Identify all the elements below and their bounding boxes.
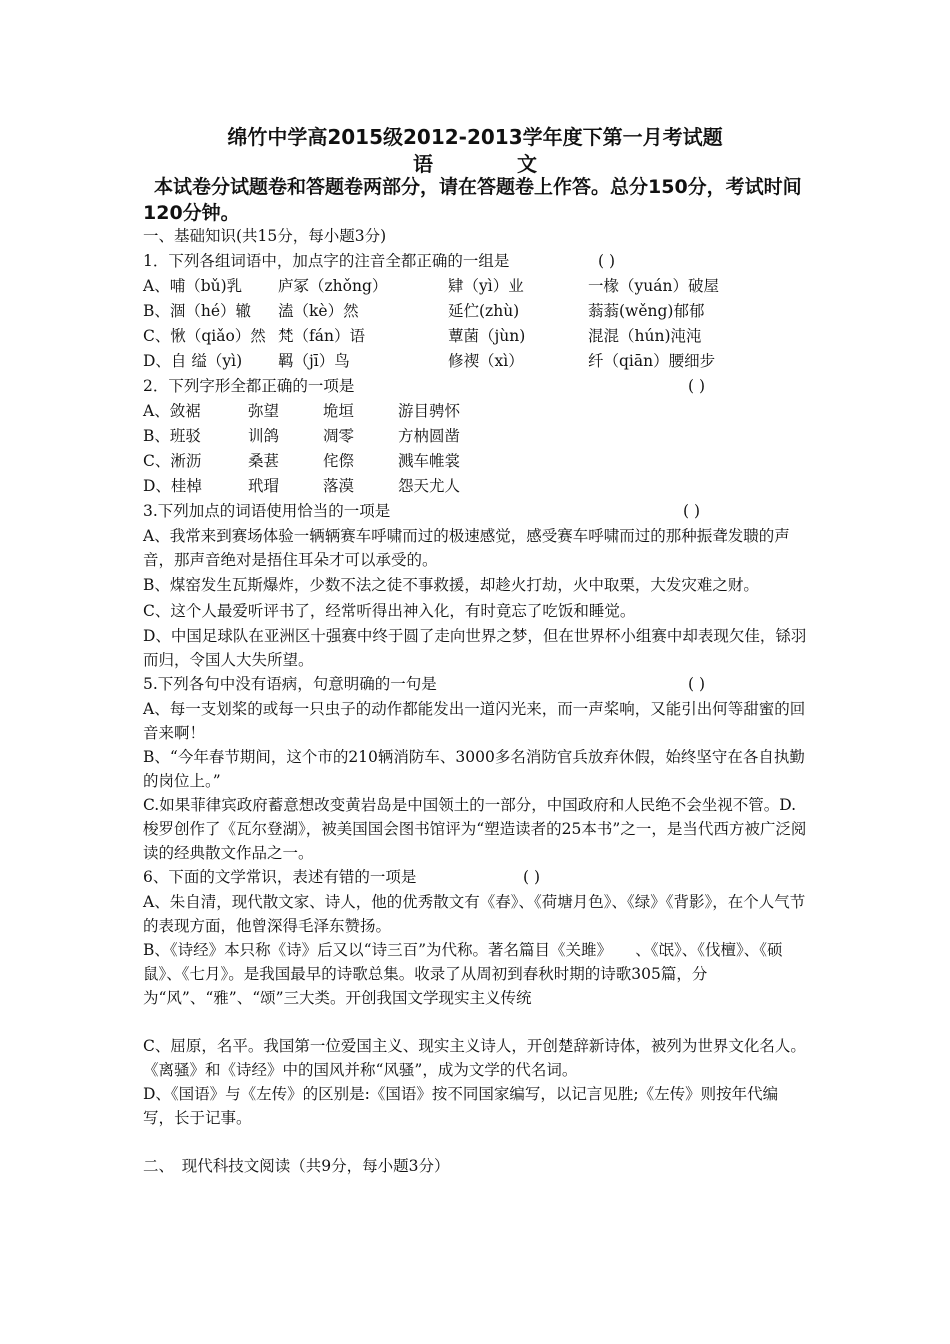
q5-stem [143, 672, 808, 697]
q6-stem [143, 865, 808, 890]
q2-option-cell: C、淅沥 [143, 452, 202, 470]
q1-option-cell: A、哺（bǔ)乳 [143, 277, 243, 295]
subject-char-1: 语 [413, 152, 433, 176]
q2-option-cell: 怨天尤人 [398, 477, 461, 495]
q2-option-cell: 溅车帷裳 [398, 452, 461, 470]
q5-option-c-d: C.如果菲律宾政府蓄意想改变黄岩岛是中国领土的一部分，中国政府和人民绝不会坐视不管。D.梭罗创作了《瓦尔登湖》，被美国国会图书馆评为“塑造读者的25本书”之一，是当代西方被广泛阅读的经典散文作品之一。 [143, 796, 807, 862]
q1-option-cell: 修禊（xì） [448, 352, 524, 370]
q1-stem-text: 1．下列各组词语中，加点字的注音全都正确的一组是 [143, 252, 510, 270]
q3-option-b: B、煤窑发生瓦斯爆炸，少数不法之徒不事救援，却趁火打劫，火中取栗，大发灾难之财。 [143, 576, 759, 594]
exam-title: 绵竹中学高2015级2012-2013学年度下第一月考试题 [227, 125, 723, 149]
q2-option-row [143, 424, 808, 449]
q1-option-cell: 延伫(zhù) [448, 302, 520, 320]
q6-answer-bracket: ( ) [523, 868, 541, 886]
q1-option-row [143, 349, 808, 374]
q3-option-a: A、我常来到赛场体验一辆辆赛车呼啸而过的极速感觉，感受赛车呼啸而过的那种振聋发聩的声音，那声音绝对是捂住耳朵才可以承受的。 [143, 527, 790, 569]
q2-option-cell: B、班驳 [143, 427, 201, 445]
q1-stem [143, 249, 808, 274]
q6-option-b: B、《诗经》本只称《诗》后又以“诗三百”为代称。著名篇目《关雎》 、《氓》、《伐檀》、《硕鼠》、《七月》。是我国最早的诗歌总集。收录了从周初到春秋时期的诗歌305篇，分为“风”、“雅”、“颂”三大类。开创我国文学现实主义传统 [143, 941, 783, 1007]
q1-option-row [143, 324, 808, 349]
q1-answer-bracket: ( ) [598, 252, 616, 270]
q2-option-cell: 游目骋怀 [398, 402, 461, 420]
q6-option-c: C、屈原，名平。我国第一位爱国主义、现实主义诗人，开创楚辞新诗体，被列为世界文化名人。《离骚》和《诗经》中的国风并称“风骚”，成为文学的代名词。 [143, 1037, 806, 1079]
q3-option-c: C、这个人最爱听评书了，经常听得出神入化，有时竟忘了吃饭和睡觉。 [143, 602, 636, 620]
q2-option-row [143, 399, 808, 424]
q2-option-cell: 训鸽 [248, 427, 280, 445]
q5-option-a: A、每一支划桨的或每一只虫子的动作都能发出一道闪光来，而一声桨响，又能引出何等甜蜜的回音来啊！ [143, 700, 806, 742]
q3-stem [143, 499, 808, 524]
section-1-heading: 一、基础知识(共15分，每小题3分) [143, 227, 387, 245]
q1-option-row [143, 274, 808, 299]
exam-content [143, 224, 808, 1179]
q1-option-cell: 一椽（yuán）破屋 [588, 277, 719, 295]
q6-stem-text: 6、下面的文学常识，表述有错的一项是 [143, 868, 417, 886]
subject-char-2: 文 [517, 152, 537, 176]
q2-option-cell: 方枘圆凿 [398, 427, 461, 445]
q1-option-cell: 蕈菌（jùn) [448, 327, 526, 345]
q1-option-cell: 羁（jī）鸟 [278, 352, 350, 370]
q1-option-cell: 梵（fán）语 [278, 327, 365, 345]
q2-option-cell: 桑葚 [248, 452, 280, 470]
q6-option-a: A、朱自清，现代散文家、诗人，他的优秀散文有《春》、《荷塘月色》、《绿》《背影》，在个人气节的表现方面，他曾深得毛泽东赞扬。 [143, 893, 806, 935]
q2-option-cell: 落漠 [323, 477, 355, 495]
q2-option-cell: 玳瑁 [248, 477, 280, 495]
q3-option-d: D、中国足球队在亚洲区十强赛中终于圆了走向世界之梦，但在世界杯小组赛中却表现欠佳，铩羽而归，令国人大失所望。 [143, 627, 807, 669]
q1-option-cell: C、愀（qiǎo）然 [143, 327, 266, 345]
spacer [143, 1010, 808, 1034]
q1-option-cell: 溘（kè）然 [278, 302, 359, 320]
q2-option-cell: 凋零 [323, 427, 355, 445]
q2-stem-text: 2．下列字形全都正确的一项是 [143, 377, 355, 395]
q5-stem-text: 5.下列各句中没有语病，句意明确的一句是 [143, 675, 437, 693]
q1-option-cell: 庐冢（zhǒng） [278, 277, 388, 295]
q2-option-cell: 弥望 [248, 402, 280, 420]
q2-option-row [143, 474, 808, 499]
q2-option-cell: 侘傺 [323, 452, 355, 470]
q1-option-cell: 肄（yì）业 [448, 277, 524, 295]
q5-option-b: B、“今年春节期间，这个市的210辆消防车、3000多名消防官兵放弃休假，始终坚守在各自执勤的岗位上。” [143, 748, 805, 790]
q2-answer-bracket: ( ) [688, 377, 706, 395]
spacer [143, 1130, 808, 1154]
q1-option-cell: 混混（hún)沌沌 [588, 327, 702, 345]
q3-stem-text: 3.下列加点的词语使用恰当的一项是 [143, 502, 391, 520]
exam-intro: 本试卷分试题卷和答题卷两部分，请在答题卷上作答。总分150分，考试时间120分钟。 [143, 176, 802, 224]
q2-option-cell: A、敛裾 [143, 402, 201, 420]
q1-option-cell: B、涸（hé）辙 [143, 302, 252, 320]
section-2-heading: 二、 现代科技文阅读（共9分，每小题3分） [143, 1157, 450, 1175]
q1-option-row [143, 299, 808, 324]
q2-option-cell: D、桂棹 [143, 477, 202, 495]
q2-stem [143, 374, 808, 399]
q6-option-d: D、《国语》与《左传》的区别是:《国语》按不同国家编写，以记言见胜;《左传》则按年代编写，长于记事。 [143, 1085, 779, 1127]
q5-answer-bracket: ( ) [688, 675, 706, 693]
q2-option-cell: 垝垣 [323, 402, 355, 420]
q2-option-row [143, 449, 808, 474]
q1-option-cell: D、自 缢（yì) [143, 352, 243, 370]
q1-option-cell: 纤（qiān）腰细步 [588, 352, 716, 370]
q1-option-cell: 蓊蓊(wěng)郁郁 [588, 302, 705, 320]
q3-answer-bracket: ( ) [683, 502, 701, 520]
